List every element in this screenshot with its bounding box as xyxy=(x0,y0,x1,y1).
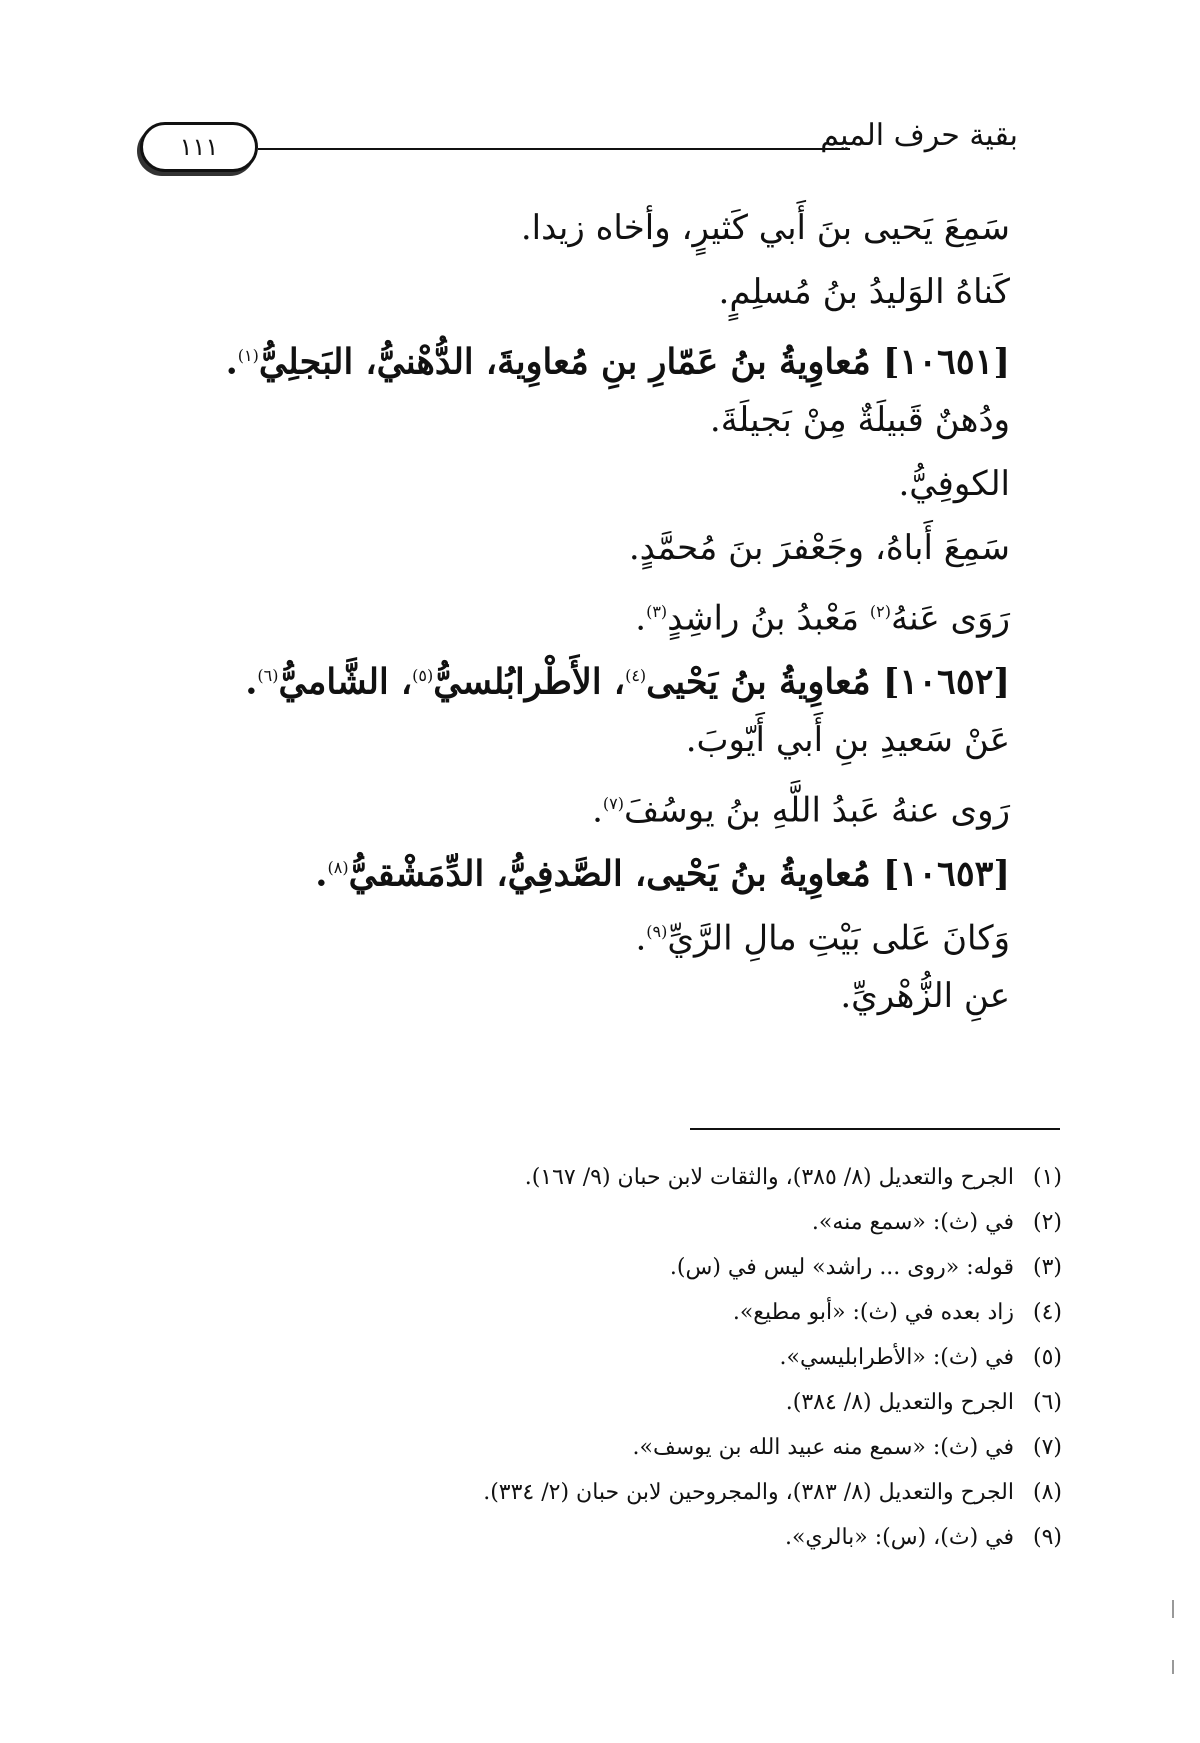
footnote-item xyxy=(102,1380,1062,1425)
footnote-ref-7[interactable]: (٧) xyxy=(602,794,624,813)
text-line-5: الكوفِيُّ. xyxy=(898,464,1010,504)
footnote-number: (٢) xyxy=(1032,1210,1062,1235)
header-rule xyxy=(258,148,850,150)
footnote-text: الجرح والتعديل (٨/ ٣٨٣)، والمجروحين لابن حبان (٢/ ٣٣٤). xyxy=(483,1480,1014,1505)
footnote-number: (٥) xyxy=(1032,1345,1062,1370)
running-title: بقية حرف الميم xyxy=(820,118,1018,153)
main-text xyxy=(160,196,1010,1028)
footnote-text: زاد بعده في (ث): «أبو مطيع». xyxy=(732,1300,1014,1325)
footnote-number: (٤) xyxy=(1032,1300,1062,1325)
footnote-text: في (ث): «الأطرابليسي». xyxy=(779,1345,1014,1370)
footnote-text: في (ث): «سمع منه عبيد الله بن يوسف». xyxy=(632,1435,1014,1460)
entry-heading-10653: [١٠٦٥٣] مُعاوِيةُ بنُ يَحْيى، الصَّدفِيُّ، الدِّمَشْقيُّ$^{(٨)}$. xyxy=(315,853,1010,895)
scan-mark xyxy=(1172,1660,1174,1674)
footnote-item xyxy=(102,1200,1062,1245)
footnote-separator xyxy=(690,1128,1060,1130)
footnote-ref-4[interactable]: (٤) xyxy=(625,666,647,685)
footnote-text: في (ث): «سمع منه». xyxy=(811,1210,1014,1235)
footnote-text: في (ث)، (س): «بالري». xyxy=(784,1525,1014,1550)
footnote-number: (٩) xyxy=(1032,1525,1062,1550)
footnote-number: (٧) xyxy=(1032,1435,1062,1460)
text-line-6: سَمِعَ أَباهُ، وجَعْفرَ بنَ مُحمَّدٍ. xyxy=(628,528,1010,568)
footnote-item xyxy=(102,1425,1062,1470)
footnote-ref-5[interactable]: (٥) xyxy=(412,666,434,685)
footnote-item xyxy=(102,1515,1062,1560)
footnotes xyxy=(102,1155,1062,1560)
footnote-text: الجرح والتعديل (٨/ ٣٨٥)، والثقات لابن حبان (٩/ ١٦٧). xyxy=(524,1165,1014,1190)
footnote-number: (٨) xyxy=(1032,1480,1062,1505)
footnote-item xyxy=(102,1290,1062,1335)
footnote-text: الجرح والتعديل (٨/ ٣٨٤). xyxy=(785,1390,1014,1415)
footnote-ref-2[interactable]: (٢) xyxy=(869,602,891,621)
footnote-ref-8[interactable]: (٨) xyxy=(327,858,349,877)
page-header xyxy=(140,118,1018,170)
footnote-ref-6[interactable]: (٦) xyxy=(257,666,279,685)
text-line-7: رَوَى عَنهُ$^{(٢)}$ مَعْبدُ بنُ راشِدٍ$^{(٣)}$. xyxy=(635,598,1010,639)
scan-mark xyxy=(1172,1600,1174,1618)
footnote-number: (١) xyxy=(1032,1165,1062,1190)
entry-heading-10652: [١٠٦٥٢] مُعاوِيةُ بنُ يَحْيى$^{(٤)}$، الأَطْرابُلسيُّ$^{(٥)}$، الشَّاميُّ$^{(٦)}$. xyxy=(245,661,1010,703)
footnote-item xyxy=(102,1470,1062,1515)
footnote-ref-9[interactable]: (٩) xyxy=(646,922,668,941)
footnote-ref-3[interactable]: (٣) xyxy=(646,602,668,621)
text-line-13: عنِ الزُّهْريِّ. xyxy=(840,976,1010,1016)
footnote-number: (٣) xyxy=(1032,1255,1062,1280)
footnote-ref-1[interactable]: (١) xyxy=(237,346,259,365)
footnote-text: قوله: «روى ... راشد» ليس في (س). xyxy=(669,1255,1014,1280)
text-line-10: رَوى عنهُ عَبدُ اللَّهِ بنُ يوسُفَ$^{(٧)}$. xyxy=(592,790,1010,831)
text-line-12: وَكانَ عَلى بَيْتِ مالِ الرَّيِّ$^{(٩)}$. xyxy=(635,918,1010,959)
text-line-2: كَناهُ الوَليدُ بنُ مُسلِمٍ. xyxy=(718,272,1010,312)
entry-heading-10651: [١٠٦٥١] مُعاوِيةُ بنُ عَمّارِ بنِ مُعاوِيةَ، الدُّهْنيُّ، البَجلِيُّ$^{(١)}$. xyxy=(225,341,1010,383)
page-number: ١١١ xyxy=(179,133,219,161)
text-line-9: عَنْ سَعيدِ بنِ أَبي أَيّوبَ. xyxy=(685,720,1010,760)
footnote-item xyxy=(102,1245,1062,1290)
footnote-number: (٦) xyxy=(1032,1390,1062,1415)
footnote-item xyxy=(102,1155,1062,1200)
page-number-badge xyxy=(140,122,258,172)
text-line-4: ودُهنٌ قَبيلَةٌ مِنْ بَجيلَةَ. xyxy=(709,400,1010,440)
text-line-1: سَمِعَ يَحيى بنَ أَبي كَثيرٍ، وأخاه زيدا. xyxy=(520,208,1010,248)
footnote-item xyxy=(102,1335,1062,1380)
